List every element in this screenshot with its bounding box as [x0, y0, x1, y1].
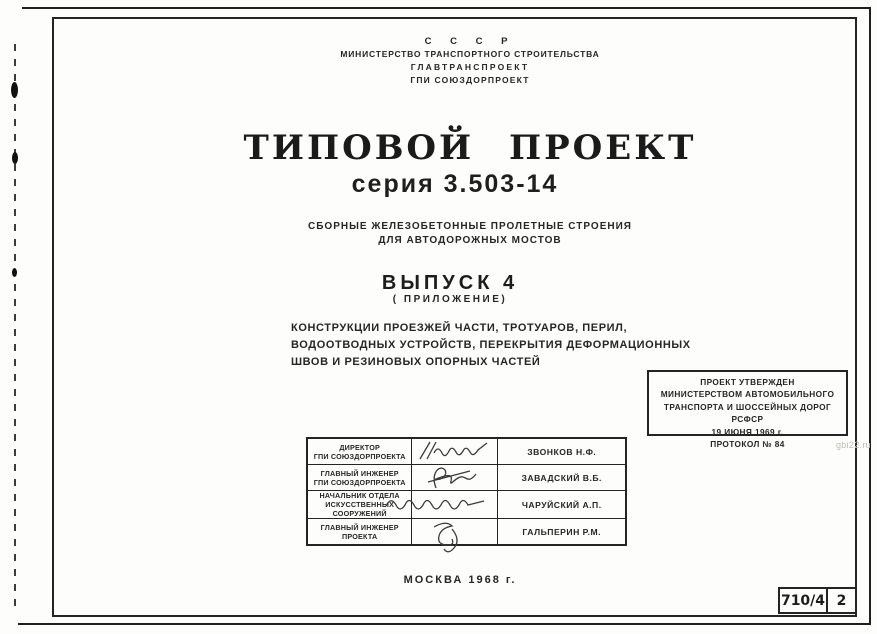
signature-cell [412, 519, 498, 546]
name-cell: ЧАРУЙСКИЙ А.П. [498, 491, 626, 519]
page-title: ТИПОВОЙ ПРОЕКТ [243, 128, 697, 168]
signature-cell [412, 465, 498, 491]
contents-line-3: ШВОВ И РЕЗИНОВЫХ ОПОРНЫХ ЧАСТЕЙ [291, 356, 541, 368]
page-edge-right [869, 7, 871, 625]
position-line: ДИРЕКТОР [339, 442, 380, 452]
position-cell [307, 438, 412, 465]
series-number: серия 3.503-14 [351, 170, 559, 198]
org-country: С С С Р [424, 36, 516, 47]
position-line: ГПИ СОЮЗДОРПРОЕКТА [313, 451, 406, 461]
org-ministry: МИНИСТЕРСТВО ТРАНСПОРТНОГО СТРОИТЕЛЬСТВА [340, 49, 600, 59]
signature-cell [412, 438, 498, 465]
sheet-number: 2 [836, 592, 847, 609]
table-row [307, 519, 626, 546]
page-edge-bottom [18, 623, 871, 625]
city-year: МОСКВА 1968 г. [403, 574, 517, 586]
signature-scribble-icon [412, 519, 499, 544]
position-cell [307, 519, 412, 546]
binding-marks [14, 44, 16, 610]
table-row [307, 491, 626, 519]
subject-line-1: СБОРНЫЕ ЖЕЛЕЗОБЕТОННЫЕ ПРОЛЕТНЫЕ СТРОЕНИЯ [308, 221, 632, 232]
document-number-box [778, 587, 857, 614]
binding-mark-blob [11, 82, 18, 98]
table-row [307, 438, 626, 465]
approval-line-1: ПРОЕКТ УТВЕРЖДЕН [700, 377, 795, 387]
approval-line-3: ТРАНСПОРТА И ШОССЕЙНЫХ ДОРОГ РСФСР [663, 401, 832, 425]
contents-line-1: КОНСТРУКЦИИ ПРОЕЗЖЕЙ ЧАСТИ, ТРОТУАРОВ, ПЕРИЛ, [291, 322, 628, 334]
signature-cell [412, 491, 498, 519]
site-watermark: gbi22.ru [836, 440, 871, 450]
signature-scribble-icon [382, 491, 502, 516]
subject-line-2: ДЛЯ АВТОДОРОЖНЫХ МОСТОВ [378, 235, 562, 246]
position-line: НАЧАЛЬНИК ОТДЕЛА [319, 491, 400, 500]
page-edge-top [22, 7, 870, 9]
contents-line-2: ВОДООТВОДНЫХ УСТРОЙСТВ, ПЕРЕКРЫТИЯ ДЕФОРМАЦИОННЫХ [291, 339, 691, 351]
document-number: 710/4 [780, 589, 828, 612]
position-line: ГЛАВНЫЙ ИНЖЕНЕР [320, 468, 399, 478]
org-glavtransproekt: ГЛАВТРАНСПРОЕКТ [410, 62, 530, 72]
approval-line-2: МИНИСТЕРСТВОМ АВТОМОБИЛЬНОГО [660, 389, 835, 400]
signature-scribble-icon [412, 465, 499, 490]
binding-mark-blob [12, 152, 18, 164]
approval-protocol: ПРОТОКОЛ № 84 [710, 439, 785, 450]
approval-stamp-box [647, 370, 848, 450]
name-cell: ЗВОНКОВ Н.Ф. [498, 438, 626, 465]
approval-date: 19 ИЮНЯ 1969 г. [711, 426, 784, 437]
name-cell: ГАЛЬПЕРИН Р.М. [498, 519, 626, 546]
position-cell [307, 465, 412, 491]
position-line: ГЛАВНЫЙ ИНЖЕНЕР [320, 522, 399, 532]
issue-note: ( ПРИЛОЖЕНИЕ) [392, 294, 508, 305]
signature-table [306, 437, 627, 546]
table-row [307, 465, 626, 491]
name-cell: ЗАВАДСКИЙ В.Б. [498, 465, 626, 491]
position-line: ИСКУССТВЕННЫХ СООРУЖЕНИЙ [325, 500, 395, 518]
position-line: ГПИ СОЮЗДОРПРОЕКТА [313, 477, 406, 487]
issue-label: ВЫПУСК 4 [381, 272, 519, 294]
binding-mark-blob [12, 268, 17, 277]
contents-description [291, 320, 691, 371]
position-line: ПРОЕКТА [342, 531, 378, 541]
org-soyuzdorproekt: ГПИ СОЮЗДОРПРОЕКТ [410, 75, 530, 85]
signature-scribble-icon [412, 439, 499, 464]
